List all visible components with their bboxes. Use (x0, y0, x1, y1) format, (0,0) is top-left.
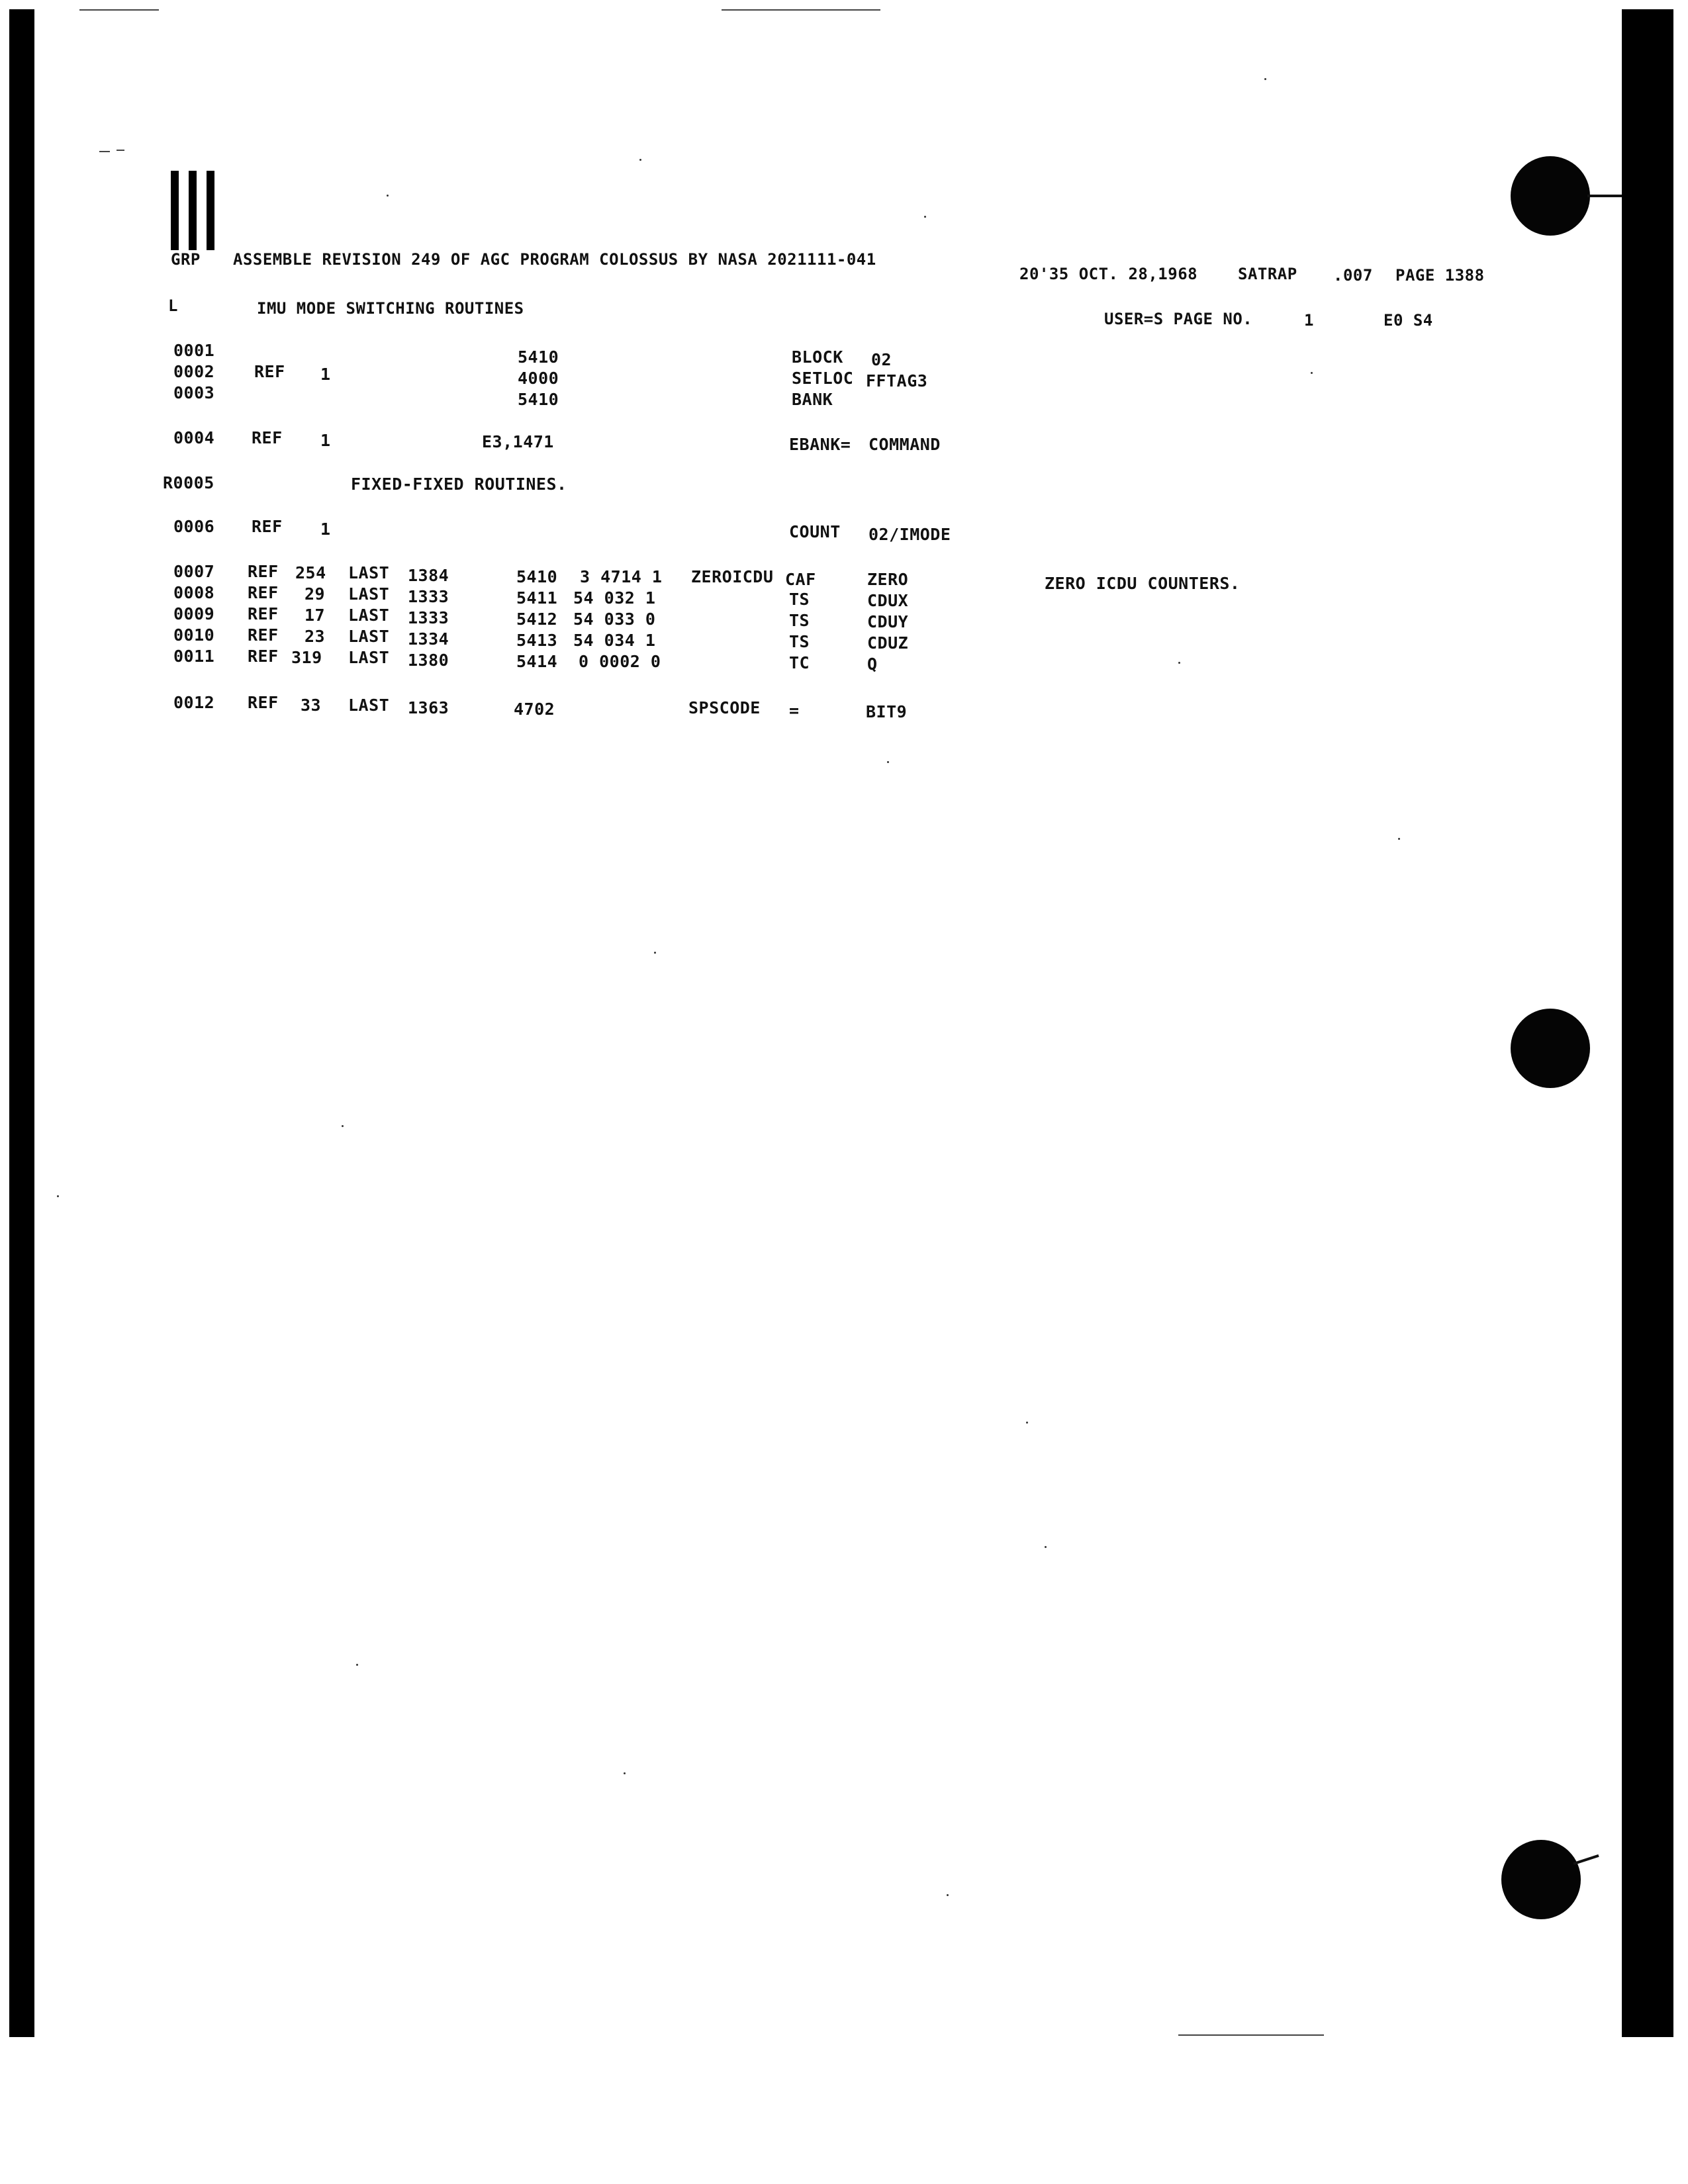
seq-number: 0010 (173, 625, 215, 645)
ref-count: 319 (291, 648, 322, 667)
scan-noise (1398, 838, 1400, 840)
opcode: TC (789, 653, 810, 672)
seq-number: 0009 (173, 604, 215, 623)
ref-count: 23 (305, 627, 326, 646)
address: 5412 (516, 610, 558, 629)
seq-number: 0011 (173, 647, 215, 666)
last-number: 1333 (408, 608, 449, 627)
last-number: 1384 (408, 566, 449, 585)
section-title: IMU MODE SWITCHING ROUTINES (257, 299, 524, 318)
opcode: = (789, 701, 800, 720)
ref-count: 1 (320, 365, 331, 384)
opcode: TS (789, 590, 810, 609)
ref-count: 29 (305, 584, 326, 604)
operand: CDUZ (867, 633, 909, 653)
binder-barcode (171, 171, 214, 250)
last-label: LAST (348, 606, 390, 625)
seq-number: 0006 (173, 517, 215, 536)
octal-word: 0 0002 0 (579, 652, 661, 671)
address: 4000 (518, 369, 559, 388)
ref-count: 33 (301, 696, 322, 715)
scan-noise (356, 1664, 358, 1666)
ref-label: REF (252, 517, 283, 536)
address: 4702 (514, 700, 555, 719)
ref-label: REF (252, 428, 283, 447)
seq-number: R0005 (163, 473, 214, 492)
user-page-number: 1 (1304, 311, 1314, 330)
punch-hole-top (1511, 156, 1590, 236)
operand: BIT9 (866, 702, 908, 721)
ref-count: 1 (320, 520, 331, 539)
scan-noise (947, 1894, 949, 1896)
seq-number: 0008 (173, 583, 215, 602)
comment: ZERO ICDU COUNTERS. (1045, 574, 1241, 593)
header-program: SATRAP (1238, 265, 1297, 283)
scan-noise (117, 150, 124, 151)
seq-number: 0004 (173, 428, 215, 447)
user-page-label: USER=S PAGE NO. (1104, 310, 1253, 328)
ref-label: REF (248, 562, 279, 581)
address: 5410 (518, 347, 559, 367)
last-number: 1334 (408, 629, 449, 649)
header-title: ASSEMBLE REVISION 249 OF AGC PROGRAM COLOSSUS BY NASA 2021111-041 (233, 250, 876, 269)
scan-noise (887, 761, 889, 763)
scan-noise (387, 195, 389, 197)
operand: ZERO (867, 570, 909, 589)
last-label: LAST (348, 627, 390, 646)
last-number: 1333 (408, 587, 449, 606)
operand: Q (867, 655, 878, 674)
octal-word: 3 4714 1 (580, 567, 663, 586)
scan-noise (1264, 78, 1266, 80)
comment: FIXED-FIXED ROUTINES. (351, 475, 567, 494)
label: ZEROICDU (691, 567, 774, 586)
last-label: LAST (348, 648, 390, 667)
octal-word: 54 034 1 (573, 631, 656, 650)
scan-noise (654, 952, 656, 954)
operand: CDUX (867, 591, 909, 610)
operand: COMMAND (868, 435, 941, 454)
opcode: TS (789, 611, 810, 630)
header-version: .007 (1333, 266, 1373, 285)
opcode: SETLOC (792, 369, 854, 388)
ref-count: 17 (305, 606, 326, 625)
scan-edge-left (9, 9, 34, 2037)
operand: 02/IMODE (868, 525, 951, 544)
opcode: BLOCK (792, 347, 843, 367)
punch-hole-middle (1511, 1009, 1590, 1088)
scan-edge-right (1622, 9, 1673, 2037)
opcode: TS (789, 632, 810, 651)
scan-noise (342, 1125, 344, 1127)
header-code: E0 S4 (1383, 311, 1433, 330)
scan-noise (722, 9, 880, 11)
scan-noise (1026, 1422, 1028, 1424)
opcode: CAF (785, 570, 816, 589)
scan-noise (1311, 372, 1313, 374)
subheader-mark: L (168, 296, 178, 315)
scan-noise (1178, 2034, 1324, 2036)
ref-label: REF (248, 625, 279, 645)
operand: CDUY (867, 612, 909, 631)
header-page: PAGE 1388 (1395, 266, 1485, 285)
octal-word: 54 032 1 (573, 588, 656, 608)
seq-number: 0012 (173, 693, 215, 712)
address: 5414 (516, 652, 558, 671)
scan-noise (57, 1195, 59, 1197)
last-label: LAST (348, 563, 390, 582)
address: 5413 (516, 631, 558, 650)
operand: 02 (871, 350, 892, 369)
scan-noise (624, 1772, 626, 1774)
ref-label: REF (248, 604, 279, 623)
punch-hole-bottom (1501, 1840, 1581, 1919)
last-number: 1380 (408, 651, 449, 670)
seq-number: 0001 (173, 341, 215, 360)
seq-number: 0007 (173, 562, 215, 581)
hole-mark-bottom (1573, 1854, 1599, 1865)
ref-count: 254 (295, 563, 326, 582)
scan-noise (924, 216, 926, 218)
address: E3,1471 (482, 432, 554, 451)
scan-noise (99, 151, 110, 152)
last-label: LAST (348, 696, 390, 715)
ref-label: REF (248, 647, 279, 666)
scan-noise (1045, 1546, 1047, 1548)
address: 5411 (516, 588, 558, 608)
opcode: EBANK= (789, 435, 851, 454)
opcode: BANK (792, 390, 833, 409)
seq-number: 0003 (173, 383, 215, 402)
operand: FFTAG3 (866, 371, 928, 390)
scan-noise (1178, 662, 1180, 664)
address: 5410 (516, 567, 558, 586)
ref-label: REF (254, 362, 285, 381)
header-left-mark: GRP (171, 250, 201, 269)
opcode: COUNT (789, 522, 841, 541)
ref-count: 1 (320, 431, 331, 450)
header-timestamp: 20'35 OCT. 28,1968 (1019, 265, 1198, 283)
ref-label: REF (248, 693, 279, 712)
scan-noise (79, 9, 159, 11)
hole-mark-top (1587, 195, 1622, 197)
seq-number: 0002 (173, 362, 215, 381)
octal-word: 54 033 0 (573, 610, 656, 629)
last-number: 1363 (408, 698, 449, 717)
scan-noise (639, 159, 641, 161)
address: 5410 (518, 390, 559, 409)
ref-label: REF (248, 583, 279, 602)
last-label: LAST (348, 584, 390, 604)
label: SPSCODE (688, 698, 761, 717)
